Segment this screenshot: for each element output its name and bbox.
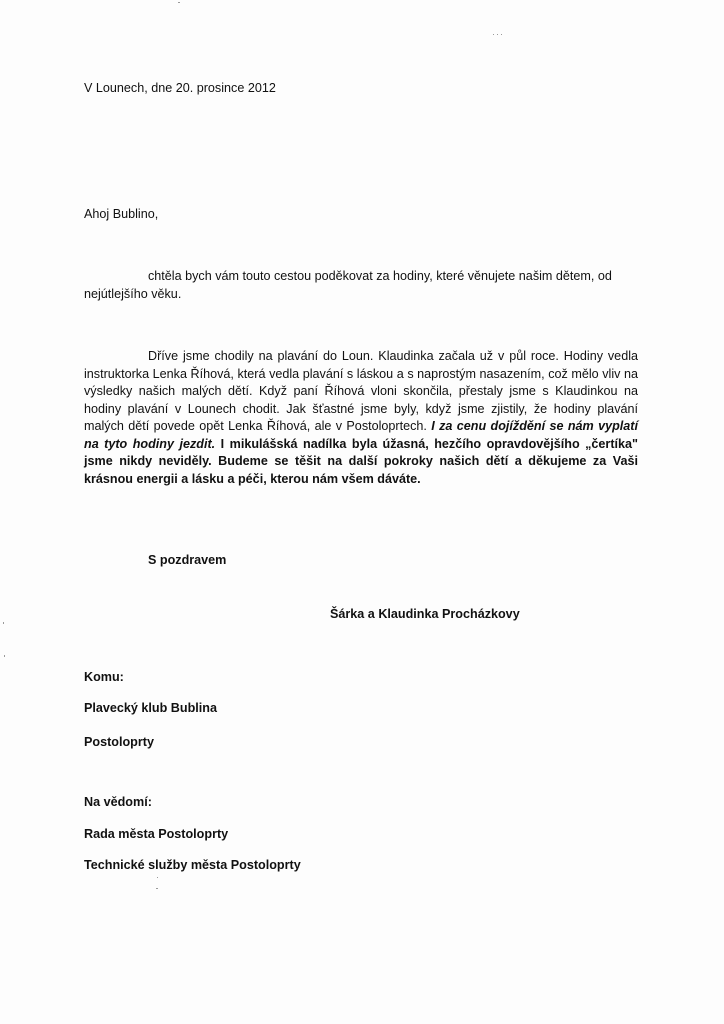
paragraph-thanks-line: nejútlejšího věku. — [84, 286, 182, 301]
recipient-label: Komu: — [84, 670, 124, 684]
signature: Šárka a Klaudinka Procházkovy — [330, 607, 520, 621]
copies-item: Technické služby města Postoloprty — [84, 858, 301, 872]
copies-item: Rada města Postoloprty — [84, 827, 229, 841]
paragraph-thanks-line: chtěla bych vám touto cestou poděkovat za hodiny, které věnujete našim dětem, od — [148, 269, 612, 283]
scan-speck — [497, 34, 498, 35]
scan-speck — [4, 655, 5, 657]
scan-speck — [156, 888, 158, 889]
closing: S pozdravem — [148, 553, 227, 567]
paragraph-story-bold: I mikulášská nadílka byla úžasná, hezčího opravdovějšího „čertíka" jsme nikdy neviděly. Budeme se těšit na další pokroky našich dětí a děkujeme za Vaši krásnou energii a lásku a péči, kterou nám všem dáváte. — [84, 436, 639, 486]
scan-speck — [501, 34, 502, 35]
paragraph-story — [84, 348, 638, 488]
paragraph-story-emphasis: I za cenu dojíždění se nám vyplatí na tyto hodiny jezdit. — [84, 419, 638, 451]
recipient-city: Postoloprty — [84, 735, 154, 749]
scan-speck — [157, 877, 158, 878]
greeting: Ahoj Bublino, — [84, 207, 159, 221]
place-date: V Lounech, dne 20. prosince 2012 — [84, 81, 276, 95]
scan-speck — [493, 34, 494, 35]
copies-label: Na vědomí: — [84, 795, 152, 809]
paragraph-story-text: Dříve jsme chodily na plavání do Loun. Klaudinka začala už v půl roce. Hodiny vedla instruktorka Lenka Říhová, která vedla plavání s láskou a s naprostým nasazením, což mělo vliv na výsledky našich malých dětí. Když paní Říhová vloni skončila, přestaly jsme s Klaudinkou na hodiny plavání v Lounech chodit. Jak šťastné jsme byly, když jsme zjistily, že hodiny plavání malých dětí povede opět Lenka Říhová, ale v Postoloprtech. — [84, 349, 638, 433]
recipient-name: Plavecký klub Bublina — [84, 701, 217, 715]
paragraph-thanks — [84, 268, 632, 303]
scan-speck — [3, 622, 4, 624]
scan-speck — [178, 2, 180, 3]
